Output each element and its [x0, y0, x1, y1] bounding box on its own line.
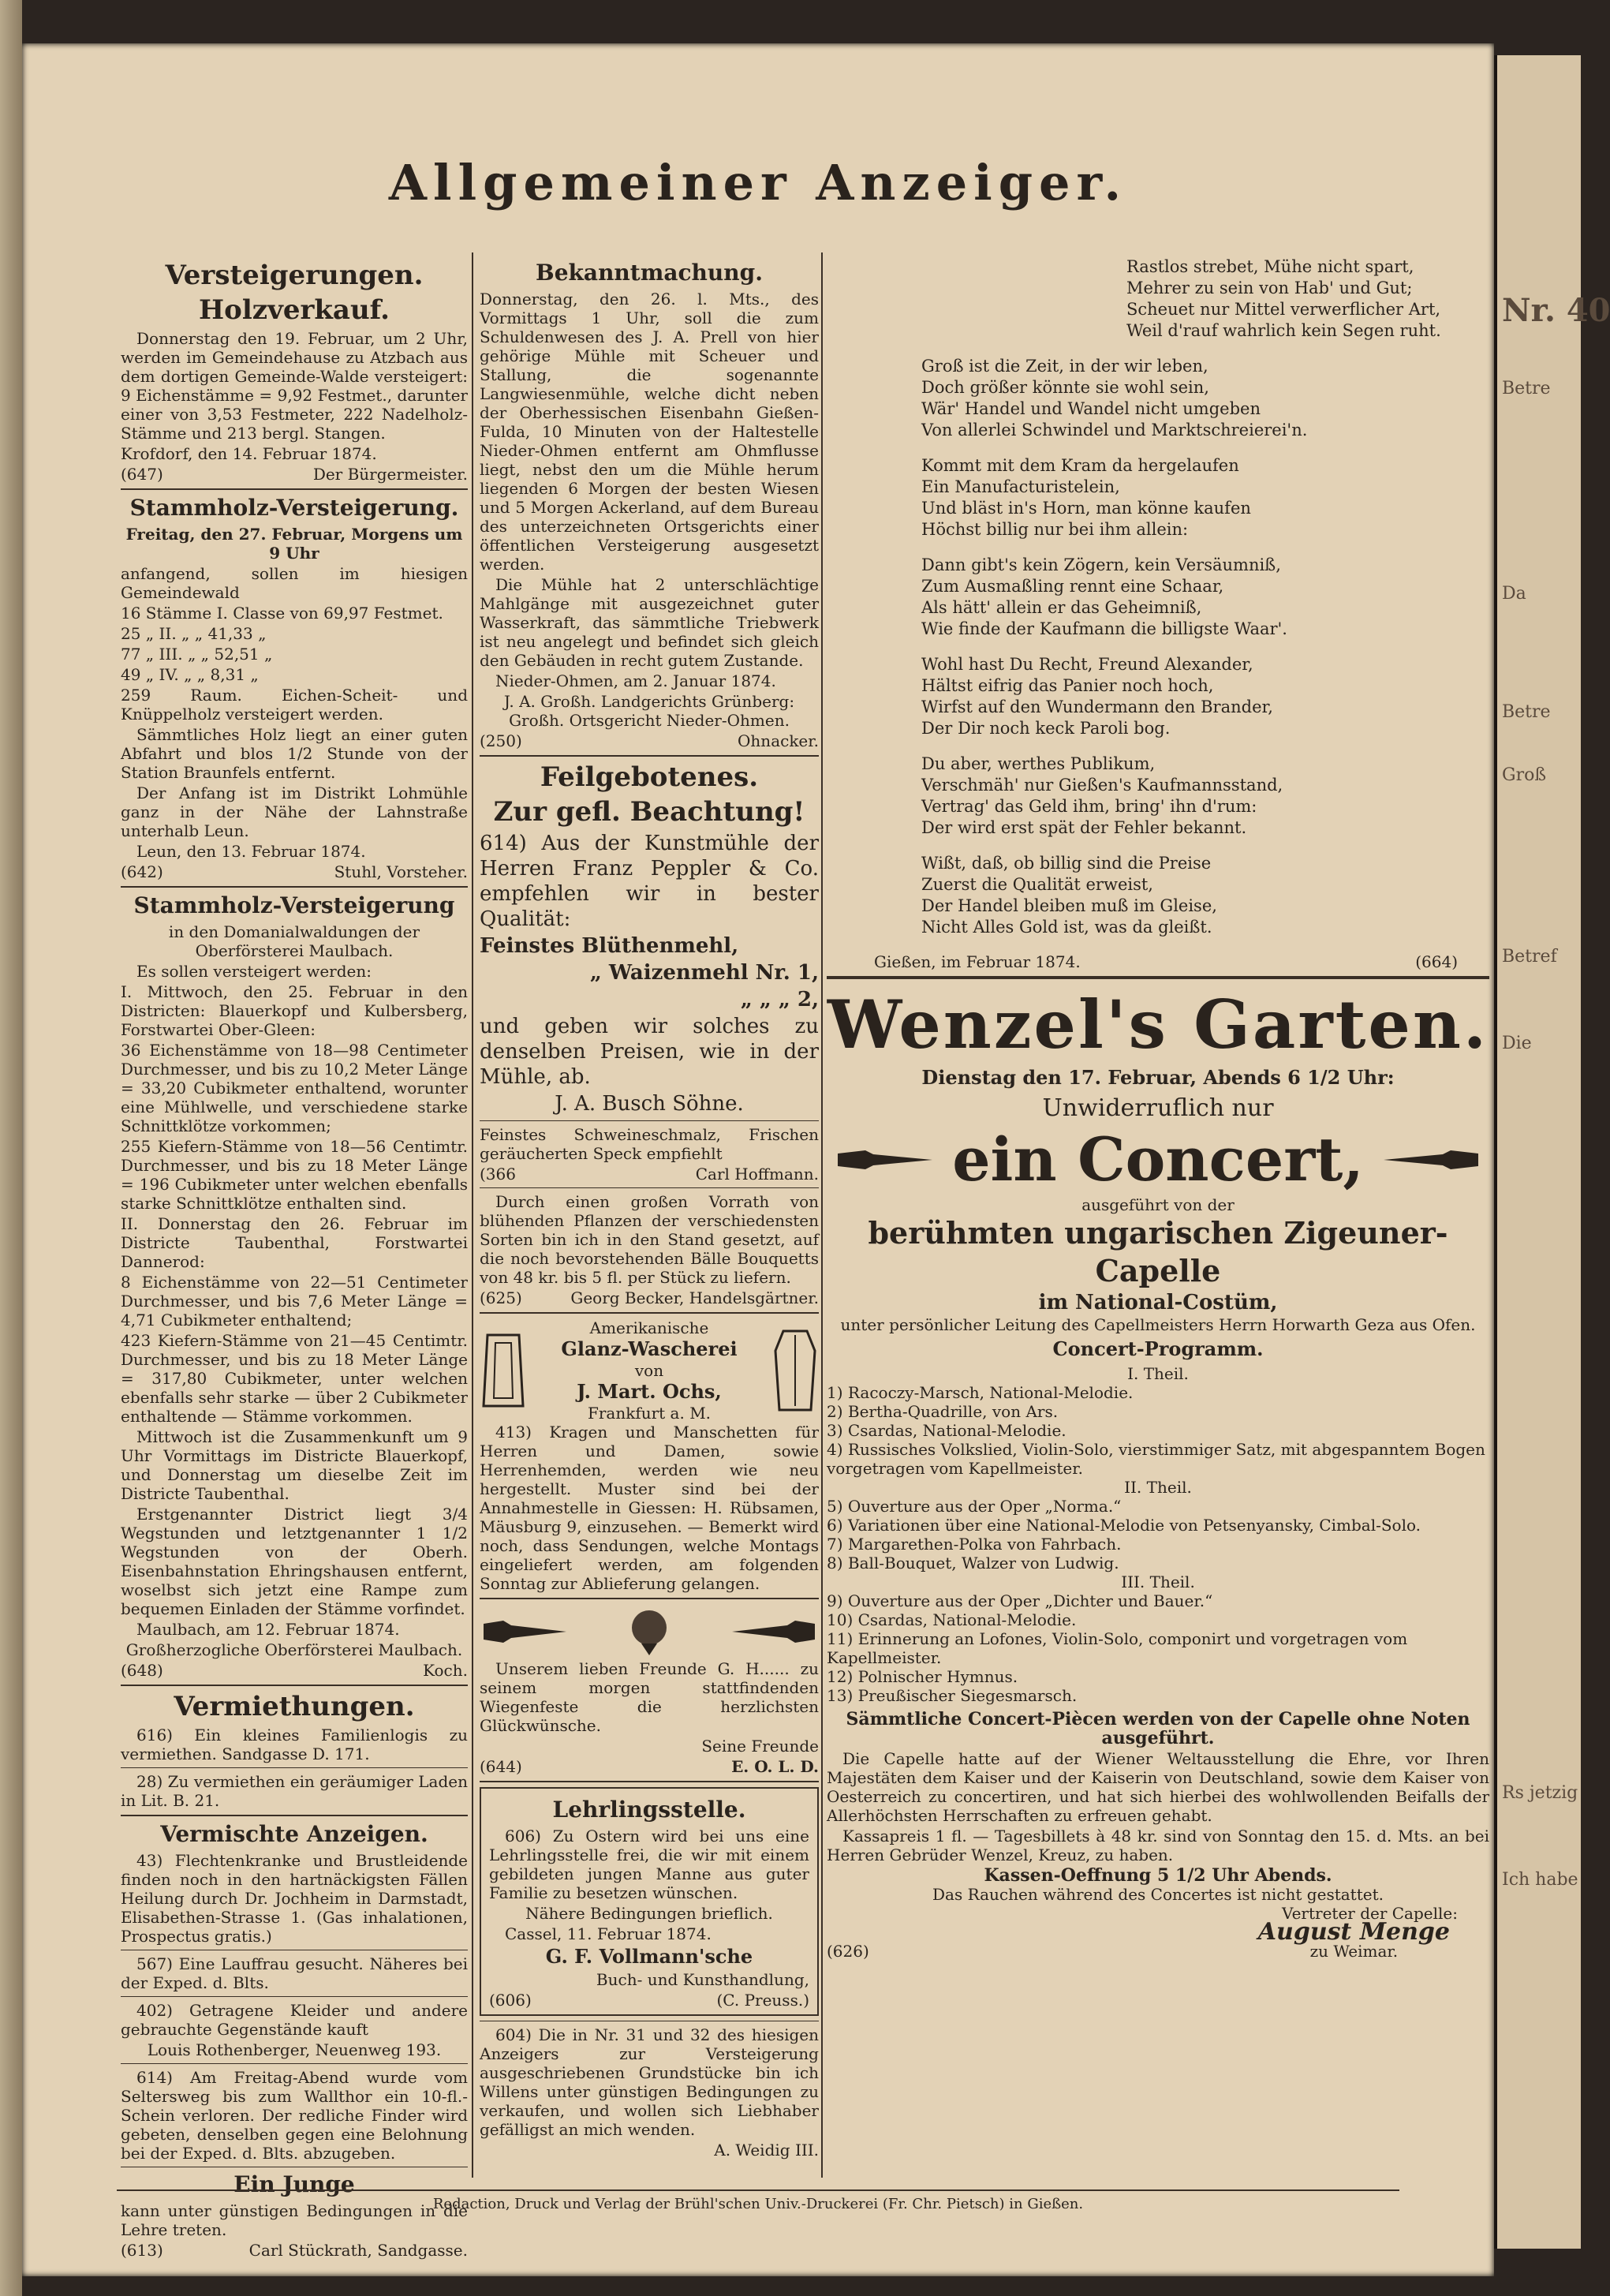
lehrling-box — [480, 1787, 819, 2016]
prog-item: 1) Racoczy-Marsch, National-Melodie. — [827, 1383, 1134, 1402]
column-rule — [821, 252, 823, 2178]
pointing-hand-icon — [1380, 1150, 1482, 1170]
heading-lehrlingsstelle: Lehrlingsstelle. — [552, 1797, 746, 1823]
poem-line: Wirfst auf den Wundermann den Brander, — [921, 697, 1273, 716]
junge-text: kann unter günstigen Bedingungen in die Lehre treten. — [121, 2201, 468, 2239]
stanza — [921, 753, 1489, 839]
stamm2-text: 8 Eichenstämme von 22—51 Centimeter Durchmesser, und bis 7,6 Meter Länge = 4,71 Cubikmeter enthaltend; — [121, 1273, 468, 1329]
heading-stammholz-1: Stammholz-Versteigerung. — [129, 495, 459, 521]
blumen-text: Durch einen großen Vorrath von blühenden Pflanzen der verschiedensten Sorten bin ich in den Stand gesetzt, auf die noch bevorstehenden Bälle Bouquetts von 48 kr. bis 5 fl. per Stück zu liefern. — [480, 1192, 819, 1287]
prog-item: 13) Preußischer Siegesmarsch. — [827, 1686, 1078, 1705]
bek-text: Die Mühle hat 2 unterschlächtige Mahlgänge mit ausgezeichnet guter Wasserkraft, das sämmtliche Triebwerk ist neu angelegt und befindet sich gleich den Gebäuden in recht gutem Zustande. — [480, 575, 819, 670]
poem — [921, 256, 1489, 938]
adjacent-fragment: Rs jetzig — [1502, 1783, 1578, 1803]
stamm2-text: 423 Kiefern-Stämme von 21—45 Centimtr. Durchmesser, und bis zu 18 Meter Länge = 317,80 Cubikmeter, unter welchen ebenfalls sehr starke — über 2 Cubikmeter enthaltende — Stämme vorkommen. — [121, 1331, 468, 1426]
divider — [121, 1767, 468, 1768]
stamm2-num: (648) — [121, 1661, 163, 1680]
poem-line: Der wird erst spät der Fehler bekannt. — [921, 818, 1247, 837]
divider — [121, 488, 468, 490]
heading-vermiethungen: Vermiethungen. — [174, 1691, 415, 1722]
national-costuem: im National-Costüm, — [1038, 1291, 1278, 1314]
poem-line: Und bläst in's Horn, man könne kaufen — [921, 499, 1251, 518]
schmalz-sig: Carl Hoffmann. — [695, 1165, 819, 1184]
bek-text: Donnerstag, den 26. l. Mts., des Vormittags 1 Uhr, soll die zum Schuldenwesen des J. A. Prell von hier gehörige Mühle mit Scheuer und Stallung, die sogenannte Langwiesenmühle, welche dicht neben der Oberhessischen Eisenbahn Gießen-Fulda, 10 Minuten von der Haltestelle Nieder-Ohmen entfernt am Ohmflusse liegt, nebst den um die Mühle herum liegenden 6 Morgen der besten Wiesen und 5 Morgen Ackerland, auf dem Bureau des unterzeichneten Ortsgerichts einer öffentlichen Versteigerung ausgesetzt werden. — [480, 290, 819, 574]
bek-name: Ohnacker. — [738, 731, 819, 750]
stamm2-name: Koch. — [423, 1661, 468, 1680]
stanza — [921, 555, 1489, 640]
theil-1: I. Theil. — [1127, 1364, 1189, 1383]
poem-line: Wär' Handel und Wandel nicht umgeben — [921, 399, 1261, 418]
poem-line: Mehrer zu sein von Hab' und Gut; — [1126, 279, 1413, 297]
menge-name: August Menge — [1257, 1918, 1450, 1946]
glueck-num: (644) — [480, 1757, 522, 1776]
divider — [121, 2063, 468, 2064]
heading-versteigerungen: Versteigerungen. — [165, 260, 424, 291]
poem-line: Groß ist die Zeit, in der wir leben, — [921, 357, 1208, 376]
prog-item: 4) Russisches Volkslied, Violin-Solo, vierstimmiger Satz, mit abgespanntem Bogen vorgetragen vom Kapellmeister. — [827, 1440, 1485, 1478]
divider — [121, 1815, 468, 1816]
verm-text: 402) Getragene Kleider und andere gebrauchte Gegenstände kauft — [121, 2001, 468, 2039]
heading-stammholz-2: Stammholz-Versteigerung — [133, 892, 455, 918]
divider — [480, 1120, 819, 1121]
stanza — [921, 455, 1489, 540]
vermiet-text: 616) Ein kleines Familienlogis zu vermiethen. Sandgasse D. 171. — [121, 1726, 468, 1763]
lehr-text: 606) Zu Ostern wird bei uns eine Lehrlingsstelle frei, die wir mit einem gebildeten jungen Manne aus guter Familie zu besetzen wünschen. — [489, 1827, 809, 1902]
pointing-hand-icon — [480, 1616, 574, 1647]
pointing-hand-icon — [834, 1150, 936, 1170]
heading-ein-junge: Ein Junge — [233, 2171, 355, 2197]
junge-sig: Carl Stückrath, Sandgasse. — [248, 2241, 468, 2260]
rauchen: Das Rauchen während des Concertes ist nicht gestattet. — [932, 1885, 1384, 1904]
prog-item: 9) Ouverture aus der Oper „Dichter und Bauer.“ — [827, 1591, 1213, 1610]
stamm1-num: (642) — [121, 862, 163, 881]
adjacent-fragment: Nr. 40 — [1502, 292, 1610, 329]
lehr-firm3: (C. Preuss.) — [716, 1991, 809, 2010]
stamm2-place: Maulbach, am 12. Februar 1874. — [136, 1620, 400, 1639]
stamm1-line: 16 Stämme I. Classe von 69,97 Festmet. — [121, 604, 443, 623]
newspaper-page — [22, 43, 1494, 2276]
column-1 — [121, 256, 468, 2260]
poem-line: Zum Ausmaßling rennt eine Schaar, — [921, 577, 1224, 596]
wasch-h2: Glanz-Wascherei — [561, 1337, 738, 1360]
stamm1-text: 259 Raum. Eichen-Scheit- und Knüppelholz versteigert werden. — [121, 686, 468, 724]
heading-beachtung: Zur gefl. Beachtung! — [493, 796, 805, 828]
glueck-ornament — [480, 1604, 819, 1659]
bek-place: Nieder-Ohmen, am 2. Januar 1874. — [495, 671, 776, 690]
theil-2: II. Theil. — [1124, 1478, 1192, 1497]
holz-text: Donnerstag den 19. Februar, um 2 Uhr, werden im Gemeindehause zu Atzbach aus dem dortigen Gemeinde-Walde versteigert: 9 Eichenstämme = 9,92 Festmet., darunter einer von 3,53 Festmeter, 222 Nadelholz-Stämme und 213 bergl. Stangen. — [121, 329, 468, 443]
stamm2-text: Erstgenannter District liegt 3/4 Wegstunden und letztgenannter 1 1/2 Wegstunden von der Oberh. Eisenbahnstation Ehringshausen entfernt, woselbst sich jetzt eine Rampe zum bequemen Einladen der Stämme vorfindet. — [121, 1505, 468, 1618]
stamm1-text: Sämmtliches Holz liegt an einer guten Abfahrt und blos 1/2 Stunde von der Station Braunfels entfernt. — [121, 725, 468, 782]
column-rule — [472, 252, 473, 2178]
poem-line: Hältst eifrig das Panier noch hoch, — [921, 676, 1214, 695]
shirt-icon — [771, 1327, 819, 1414]
divider — [121, 886, 468, 888]
ausgefuehrt: ausgeführt von der — [1081, 1195, 1235, 1214]
junge-num: (613) — [121, 2241, 163, 2260]
vermiet-text: 28) Zu vermiethen ein geräumiger Laden in Lit. B. 21. — [121, 1772, 468, 1810]
poem-line: Wohl hast Du Recht, Freund Alexander, — [921, 655, 1253, 674]
column-2 — [480, 256, 819, 2161]
leitung: unter persönlicher Leitung des Capellmeisters Herrn Horwarth Geza aus Ofen. — [840, 1315, 1476, 1334]
grund-text: 604) Die in Nr. 31 und 32 des hiesigen Anzeigers zur Versteigerung ausgeschriebenen Grundstücke bin ich Willens unter günstigen Bedingungen zu verkaufen, und wollen sich Liebhaber gefälligst an mich wenden. — [480, 2025, 819, 2139]
glueck-text: Unserem lieben Freunde G. H...... zu seinem morgen stattfindenden Wiegenfeste die herzlichsten Glückwünsche. — [480, 1659, 819, 1735]
poem-line: Weil d'rauf wahrlich kein Segen ruht. — [1126, 321, 1441, 340]
stanza — [921, 654, 1489, 739]
divider — [480, 755, 819, 757]
stanza — [1126, 256, 1489, 342]
verm-text: 614) Am Freitag-Abend wurde vom Seltersweg bis zum Wallthor ein 10-fl.-Schein verloren. Der redliche Finder wird gebeten, denselben gegen eine Belohnung bei der Exped. d. Blts. abzugeben. — [121, 2068, 468, 2163]
concert-num: (626) — [827, 1942, 869, 1961]
poem-line: Ein Manufacturistelein, — [921, 477, 1120, 496]
poem-place: Gießen, im Februar 1874. — [874, 952, 1081, 971]
unwiderruflich: Unwiderruflich nur — [1042, 1094, 1274, 1122]
wasch-h5: Frankfurt a. M. — [587, 1404, 712, 1423]
theil-3: III. Theil. — [1121, 1572, 1195, 1591]
wasch-h4: J. Mart. Ochs, — [577, 1380, 722, 1403]
bouquet-icon — [614, 1608, 685, 1655]
capelle-name: berühmten ungarischen Zigeuner-Capelle — [868, 1215, 1448, 1288]
poem-line: Zuerst die Qualität erweist, — [921, 875, 1153, 894]
poem-line: Vertrag' das Geld ihm, bring' ihn d'rum: — [921, 797, 1257, 816]
poem-line: Von allerlei Schwindel und Marktschreierei'n. — [921, 421, 1308, 439]
prog-item: 7) Margarethen-Polka von Fahrbach. — [827, 1535, 1122, 1554]
heading-feilgebotenes: Feilgebotenes. — [540, 761, 759, 793]
lehr-place: Cassel, 11. Februar 1874. — [505, 1924, 712, 1943]
stanza — [921, 853, 1489, 938]
prog-item: 5) Ouverture aus der Oper „Norma.“ — [827, 1497, 1122, 1516]
stamm2-text: 36 Eichenstämme von 18—98 Centimeter Durchmesser, und bis zu 10,2 Meter Länge = 33,20 Cubikmeter enthaltend, worunter eine Mühlwelle, und verschiedene starke Schnittklötze vorkommen; — [121, 1041, 468, 1135]
heading-holzverkauf: Holzverkauf. — [199, 294, 390, 326]
blumen-num: (625) — [480, 1288, 522, 1307]
glueck-sig: Seine Freunde — [701, 1737, 819, 1756]
poem-line: Wie finde der Kaufmann die billigste Waar'. — [921, 619, 1287, 638]
lehr-num: (606) — [489, 1991, 532, 2010]
holz-sig: Der Bürgermeister. — [312, 465, 468, 484]
wasch-h1: Amerikanische — [589, 1318, 709, 1337]
binding-edge — [0, 0, 22, 2296]
schmalz-text: Feinstes Schweineschmalz, Frischen geräucherten Speck empfiehlt — [480, 1125, 819, 1163]
adjacent-page-edge — [1494, 55, 1610, 2249]
programm-title: Concert-Programm. — [1052, 1337, 1264, 1360]
heading-vermischte: Vermischte Anzeigen. — [160, 1821, 428, 1847]
divider — [121, 1996, 468, 1997]
poem-line: Dann gibt's kein Zögern, kein Versäumniß, — [921, 555, 1281, 574]
kasse-text: Kassapreis 1 fl. — Tagesbillets à 48 kr. sind von Sonntag den 15. d. Mts. an bei Herren Gebrüder Wenzel, Kreuz, zu haben. — [827, 1827, 1489, 1864]
verm-text: 43) Flechtenkranke und Brustleidende finden noch in den hartnäckigsten Fällen Heilung durch Dr. Jochheim in Darmstadt, Elisabethen-Strasse 1. (Gas inhalationen, Prospectus gratis.) — [121, 1851, 468, 1946]
adjacent-fragment: Ich habe — [1502, 1870, 1578, 1890]
poem-line: Du aber, werthes Publikum, — [921, 754, 1156, 773]
lehr-firm2: Buch- und Kunsthandlung, — [596, 1970, 809, 1989]
menge-place: zu Weimar. — [1309, 1942, 1399, 1961]
stamm1-line: 77 „ III. „ „ 52,51 „ — [121, 645, 273, 664]
stamm2-text: I. Mittwoch, den 25. Februar in den Districten: Blauerkopf und Kulbersberg, Forstwartei Ober-Gleen: — [121, 982, 468, 1039]
stanza — [921, 356, 1489, 441]
kassen-oeffnung: Kassen-Oeffnung 5 1/2 Uhr Abends. — [984, 1865, 1332, 1886]
divider — [827, 976, 1489, 979]
bek-num: (250) — [480, 731, 522, 750]
schmalz-num: (366 — [480, 1165, 516, 1184]
stamm1-date: Freitag, den 27. Februar, Morgens um 9 Uhr — [125, 525, 463, 563]
stamm2-text: Mittwoch ist die Zusammenkunft um 9 Uhr Vormittags im Districte Blauerkopf, und Donnerstag um dieselbe Zeit im Districte Taubenthal. — [121, 1427, 468, 1503]
poem-line: Wißt, daß, ob billig sind die Preise — [921, 854, 1212, 873]
stamm1-text: anfangend, sollen im hiesigen Gemeindewald — [121, 564, 468, 602]
concert-date: Dienstag den 17. Februar, Abends 6 1/2 Uhr: — [921, 1066, 1395, 1089]
acht-item: Feinstes Blüthenmehl, — [480, 934, 739, 958]
adjacent-fragment: Betref — [1502, 947, 1557, 967]
acht-item: „ Waizenmehl Nr. 1, — [589, 961, 819, 985]
acht-item: „ „ „ 2, — [740, 988, 819, 1012]
divider — [480, 1187, 819, 1188]
poem-line: Rastlos strebet, Mühe nicht spart, — [1126, 257, 1414, 276]
acht-text: 614) Aus der Kunstmühle der Herren Franz Peppler & Co. empfehlen wir in bester Qualität: — [480, 832, 819, 931]
divider — [480, 1312, 819, 1314]
prog-item: 8) Ball-Bouquet, Walzer von Ludwig. — [827, 1554, 1119, 1572]
heading-bekanntmachung: Bekanntmachung. — [536, 260, 763, 286]
acht-text: und geben wir solches zu denselben Preisen, wie in der Mühle, ab. — [480, 1015, 819, 1089]
divider — [480, 1781, 819, 1782]
adjacent-fragment: Da — [1502, 584, 1526, 604]
poem-line: Doch größer könnte sie wohl sein, — [921, 378, 1209, 397]
stamm2-text: Es sollen versteigert werden: — [136, 962, 372, 981]
glueck-names: E. O. L. D. — [731, 1757, 819, 1776]
verm-name: Louis Rothenberger, Neuenweg 193. — [147, 2040, 442, 2059]
stamm1-line: 25 „ II. „ „ 41,33 „ — [121, 624, 267, 643]
verm-text: 567) Eine Lauffrau gesucht. Näheres bei der Exped. d. Blts. — [121, 1954, 468, 1992]
prog-item: 3) Csardas, National-Melodie. — [827, 1421, 1066, 1440]
stamm1-place: Leun, den 13. Februar 1874. — [136, 842, 366, 861]
imprint-footer: Redaction, Druck und Verlag der Brühl'schen Univ.-Druckerei (Fr. Chr. Pietsch) in Gießen. — [117, 2189, 1399, 2212]
prog-item: 10) Csardas, National-Melodie. — [827, 1610, 1077, 1629]
saemmtliche: Sämmtliche Concert-Piècen werden von der Capelle ohne Noten ausgeführt. — [846, 1709, 1470, 1748]
pointing-hand-icon — [724, 1616, 819, 1647]
prog-item: 6) Variationen über eine National-Melodie von Petsenyansky, Cimbal-Solo. — [827, 1516, 1421, 1535]
poem-line: Kommt mit dem Kram da hergelaufen — [921, 456, 1239, 475]
adjacent-fragment: Betre — [1502, 379, 1551, 398]
holz-place: Krofdorf, den 14. Februar 1874. — [121, 444, 377, 463]
poem-line: Als hätt' allein er das Geheimniß, — [921, 598, 1202, 617]
divider — [480, 1598, 819, 1599]
stamm2-text: II. Donnerstag den 26. Februar im Districte Taubenthal, Forstwartei Dannerod: — [121, 1214, 468, 1271]
adjacent-fragment: Die — [1502, 1034, 1532, 1053]
wascherei-header — [480, 1318, 819, 1423]
stamm1-line: 49 „ IV. „ „ 8,31 „ — [121, 665, 259, 684]
wasch-h3: von — [634, 1361, 664, 1380]
divider — [121, 1685, 468, 1686]
masthead: Allgemeiner Anzeiger. — [388, 154, 1128, 211]
vertreter: Vertreter der Capelle: — [1281, 1904, 1458, 1923]
stamm2-sub: in den Domanialwaldungen der Oberförsterei Maulbach. — [168, 922, 420, 960]
stamm2-text: 255 Kiefern-Stämme von 18—56 Centimtr. Durchmesser, und bis zu 18 Meter Länge = 196 Cubikmeter unter welchen ebenfalls starke Schnittklötze enthalten sind. — [121, 1137, 468, 1213]
poem-line: Verschmäh' nur Gießen's Kaufmannsstand, — [921, 776, 1283, 795]
wenzel-title: Wenzel's Garten. — [827, 985, 1489, 1064]
poem-num: (664) — [1415, 952, 1458, 971]
acht-sig: J. A. Busch Söhne. — [555, 1092, 744, 1116]
column-3 — [827, 256, 1489, 1961]
grund-sig: A. Weidig III. — [714, 2141, 819, 2160]
poem-line: Scheuet nur Mittel verwerflicher Art, — [1126, 300, 1441, 319]
prog-item: 2) Bertha-Quadrille, von Ars. — [827, 1402, 1059, 1421]
lehr-text: Nähere Bedingungen brieflich. — [525, 1904, 773, 1923]
holz-num: (647) — [121, 465, 163, 484]
poem-line: Nicht Alles Gold ist, was da gleißt. — [921, 918, 1212, 937]
poem-line: Der Dir noch keck Paroli bog. — [921, 719, 1171, 738]
ehre-text: Die Capelle hatte auf der Wiener Weltausstellung die Ehre, vor Ihren Majestäten dem Kaiser und der Kaiserin von Deutschland, sowie dem Kaiser von Oesterreich zu concertiren, und hat sich hierbei des wohlwollenden Beifalls der Allerhöchsten Herrschaften zu erfreuen gehabt. — [827, 1749, 1489, 1825]
bek-sig: J. A. Großh. Landgerichts Grünberg: Großh. Ortsgericht Nieder-Ohmen. — [503, 692, 795, 730]
prog-item: 12) Polnischer Hymnus. — [827, 1667, 1018, 1686]
adjacent-fragment: Betre — [1502, 702, 1551, 722]
blumen-sig: Georg Becker, Handelsgärtner. — [570, 1288, 819, 1307]
stamm1-sig: Stuhl, Vorsteher. — [334, 862, 468, 881]
collar-icon — [480, 1327, 527, 1414]
concert-text: ein Concert, — [952, 1124, 1364, 1195]
poem-line: Der Handel bleiben muß im Gleise, — [921, 896, 1217, 915]
prog-item: 11) Erinnerung an Lofones, Violin-Solo, componirt und vorgetragen vom Kapellmeister. — [827, 1629, 1408, 1667]
stamm1-text: Der Anfang ist im Distrikt Lohmühle ganz in der Nähe der Lahnstraße unterhalb Leun. — [121, 783, 468, 840]
poem-line: Höchst billig nur bei ihm allein: — [921, 520, 1189, 539]
wasch-text: 413) Kragen und Manschetten für Herren und Damen, sowie Herrenhemden, werden wie neu hergestellt. Muster sind bei der Annahmestelle in Giessen: H. Rübsamen, Mäusburg 9, einzusehen. — Bemerkt wird noch, dass Sendungen, welche Montags eingeliefert werden, am folgenden Sonntag zur Ablieferung gelangen. — [480, 1423, 819, 1593]
adjacent-fragment: Groß — [1502, 765, 1547, 785]
lehr-firm: G. F. Vollmann'sche — [545, 1945, 753, 1968]
concert-banner — [827, 1124, 1489, 1195]
stamm2-sig: Großherzogliche Oberförsterei Maulbach. — [125, 1640, 463, 1659]
